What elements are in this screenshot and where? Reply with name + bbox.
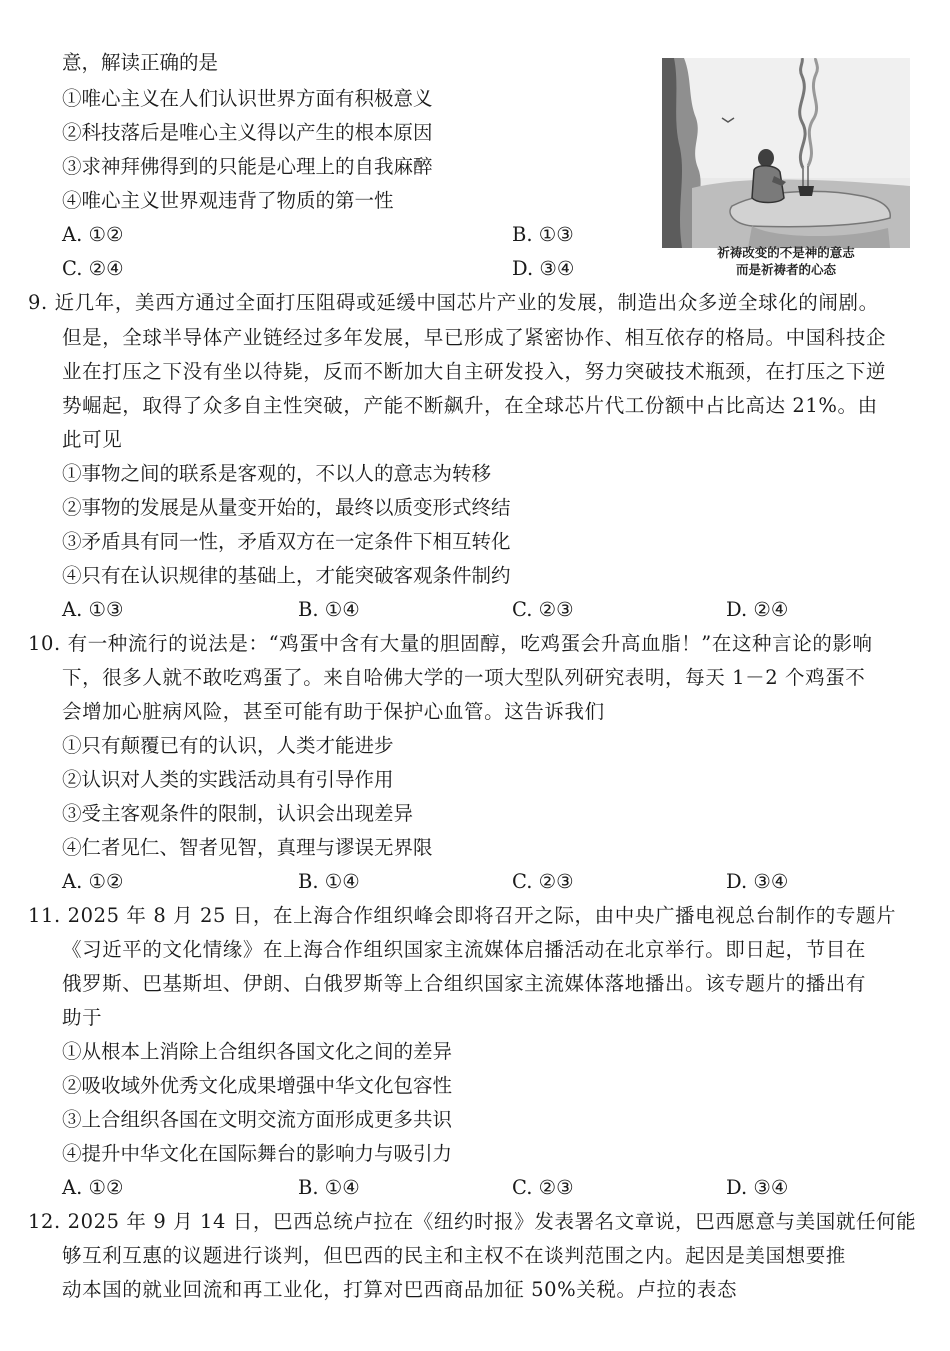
q9-choice-d[interactable]: D. ②④ xyxy=(726,598,789,621)
q11-item-3: ③上合组织各国在文明交流方面形成更多共识 xyxy=(62,1108,453,1131)
q9-stem-line-4: 势崛起，取得了众多自主性突破，产能不断飙升，在全球芯片代工份额中占比高达 21%。由 xyxy=(62,394,878,417)
q11-item-2: ②吸收域外优秀文化成果增强中华文化包容性 xyxy=(62,1074,453,1097)
q11-choice-d[interactable]: D. ③④ xyxy=(726,1176,789,1199)
q11-choice-c[interactable]: C. ②③ xyxy=(512,1176,574,1199)
q12-stem-line-1: 12. 2025 年 9 月 14 日，巴西总统卢拉在《纽约时报》发表署名文章说，巴西愿意与美国就任何能 xyxy=(28,1210,917,1233)
q8-choice-d[interactable]: D. ③④ xyxy=(512,257,575,280)
q8-item-1: ①唯心主义在人们认识世界方面有积极意义 xyxy=(62,87,433,110)
q9-stem-line-3: 业在打压之下没有坐以待毙，反而不断加大自主研发投入，努力突破技术瓶颈，在打压之下逆 xyxy=(62,360,887,383)
q10-item-2: ②认识对人类的实践活动具有引导作用 xyxy=(62,768,394,791)
q10-stem-line-3: 会增加心脏病风险，甚至可能有助于保护心血管。这告诉我们 xyxy=(62,700,605,723)
q9-choice-a[interactable]: A. ①③ xyxy=(62,598,124,621)
q11-stem-line-4: 助于 xyxy=(62,1006,103,1029)
q8-item-3: ③求神拜佛得到的只能是心理上的自我麻醉 xyxy=(62,155,433,178)
q8-stem-tail: 意，解读正确的是 xyxy=(62,51,219,74)
q11-item-1: ①从根本上消除上合组织各国文化之间的差异 xyxy=(62,1040,453,1063)
q12-stem-line-2: 够互利互惠的议题进行谈判，但巴西的民主和主权不在谈判范围之内。起因是美国想要推 xyxy=(62,1244,846,1267)
q8-item-4: ④唯心主义世界观违背了物质的第一性 xyxy=(62,189,394,212)
figure-caption-line-1: 祈祷改变的不是神的意志 xyxy=(717,245,855,260)
q9-item-1: ①事物之间的联系是客观的，不以人的意志为转移 xyxy=(62,462,492,485)
q10-item-3: ③受主客观条件的限制，认识会出现差异 xyxy=(62,802,414,825)
q11-item-4: ④提升中华文化在国际舞台的影响力与吸引力 xyxy=(62,1142,453,1165)
q9-stem-line-1: 9. 近几年，美西方通过全面打压阻碍或延缓中国芯片产业的发展，制造出众多逆全球化的闹剧。 xyxy=(28,291,879,314)
q10-stem-line-1: 10. 有一种流行的说法是：“鸡蛋中含有大量的胆固醇，吃鸡蛋会升高血脂！”在这种言论的影响 xyxy=(28,632,873,655)
q9-item-2: ②事物的发展是从量变开始的，最终以质变形式终结 xyxy=(62,496,511,519)
q11-choice-b[interactable]: B. ①④ xyxy=(298,1176,360,1199)
q8-choice-b[interactable]: B. ①③ xyxy=(512,223,574,246)
q9-choice-c[interactable]: C. ②③ xyxy=(512,598,574,621)
q10-item-1: ①只有颠覆已有的认识，人类才能进步 xyxy=(62,734,394,757)
prayer-cartoon-image xyxy=(662,58,910,248)
q9-stem-line-2: 但是，全球半导体产业链经过多年发展，早已形成了紧密协作、相互依存的格局。中国科技企 xyxy=(62,326,887,349)
q11-stem-line-1: 11. 2025 年 8 月 25 日，在上海合作组织峰会即将召开之际，由中央广播电视总台制作的专题片 xyxy=(28,904,897,927)
q12-stem-line-3: 动本国的就业回流和再工业化，打算对巴西商品加征 50%关税。卢拉的表态 xyxy=(62,1278,738,1301)
q11-stem-line-3: 俄罗斯、巴基斯坦、伊朗、白俄罗斯等上合组织国家主流媒体落地播出。该专题片的播出有 xyxy=(62,972,867,995)
incense-burner xyxy=(798,186,814,196)
q10-choice-c[interactable]: C. ②③ xyxy=(512,870,574,893)
q10-choice-b[interactable]: B. ①④ xyxy=(298,870,360,893)
q11-stem-line-2: 《习近平的文化情缘》在上海合作组织国家主流媒体启播活动在北京举行。即日起，节目在 xyxy=(62,938,867,961)
q10-choice-d[interactable]: D. ③④ xyxy=(726,870,789,893)
figure-caption-line-2: 而是祈祷者的心态 xyxy=(735,262,836,277)
q9-choice-b[interactable]: B. ①④ xyxy=(298,598,360,621)
q10-item-4: ④仁者见仁、智者见智，真理与谬误无界限 xyxy=(62,836,433,859)
q10-choice-a[interactable]: A. ①② xyxy=(62,870,124,893)
q9-item-3: ③矛盾具有同一性，矛盾双方在一定条件下相互转化 xyxy=(62,530,511,553)
q8-choice-c[interactable]: C. ②④ xyxy=(62,257,124,280)
q8-choice-a[interactable]: A. ①② xyxy=(62,223,124,246)
q11-choice-a[interactable]: A. ①② xyxy=(62,1176,124,1199)
q8-item-2: ②科技落后是唯心主义得以产生的根本原因 xyxy=(62,121,433,144)
q9-item-4: ④只有在认识规律的基础上，才能突破客观条件制约 xyxy=(62,564,511,587)
q9-stem-line-5: 此可见 xyxy=(62,428,123,451)
praying-person-head xyxy=(758,149,774,167)
q10-stem-line-2: 下，很多人就不敢吃鸡蛋了。来自哈佛大学的一项大型队列研究表明，每天 1－2 个鸡蛋不 xyxy=(62,666,866,689)
